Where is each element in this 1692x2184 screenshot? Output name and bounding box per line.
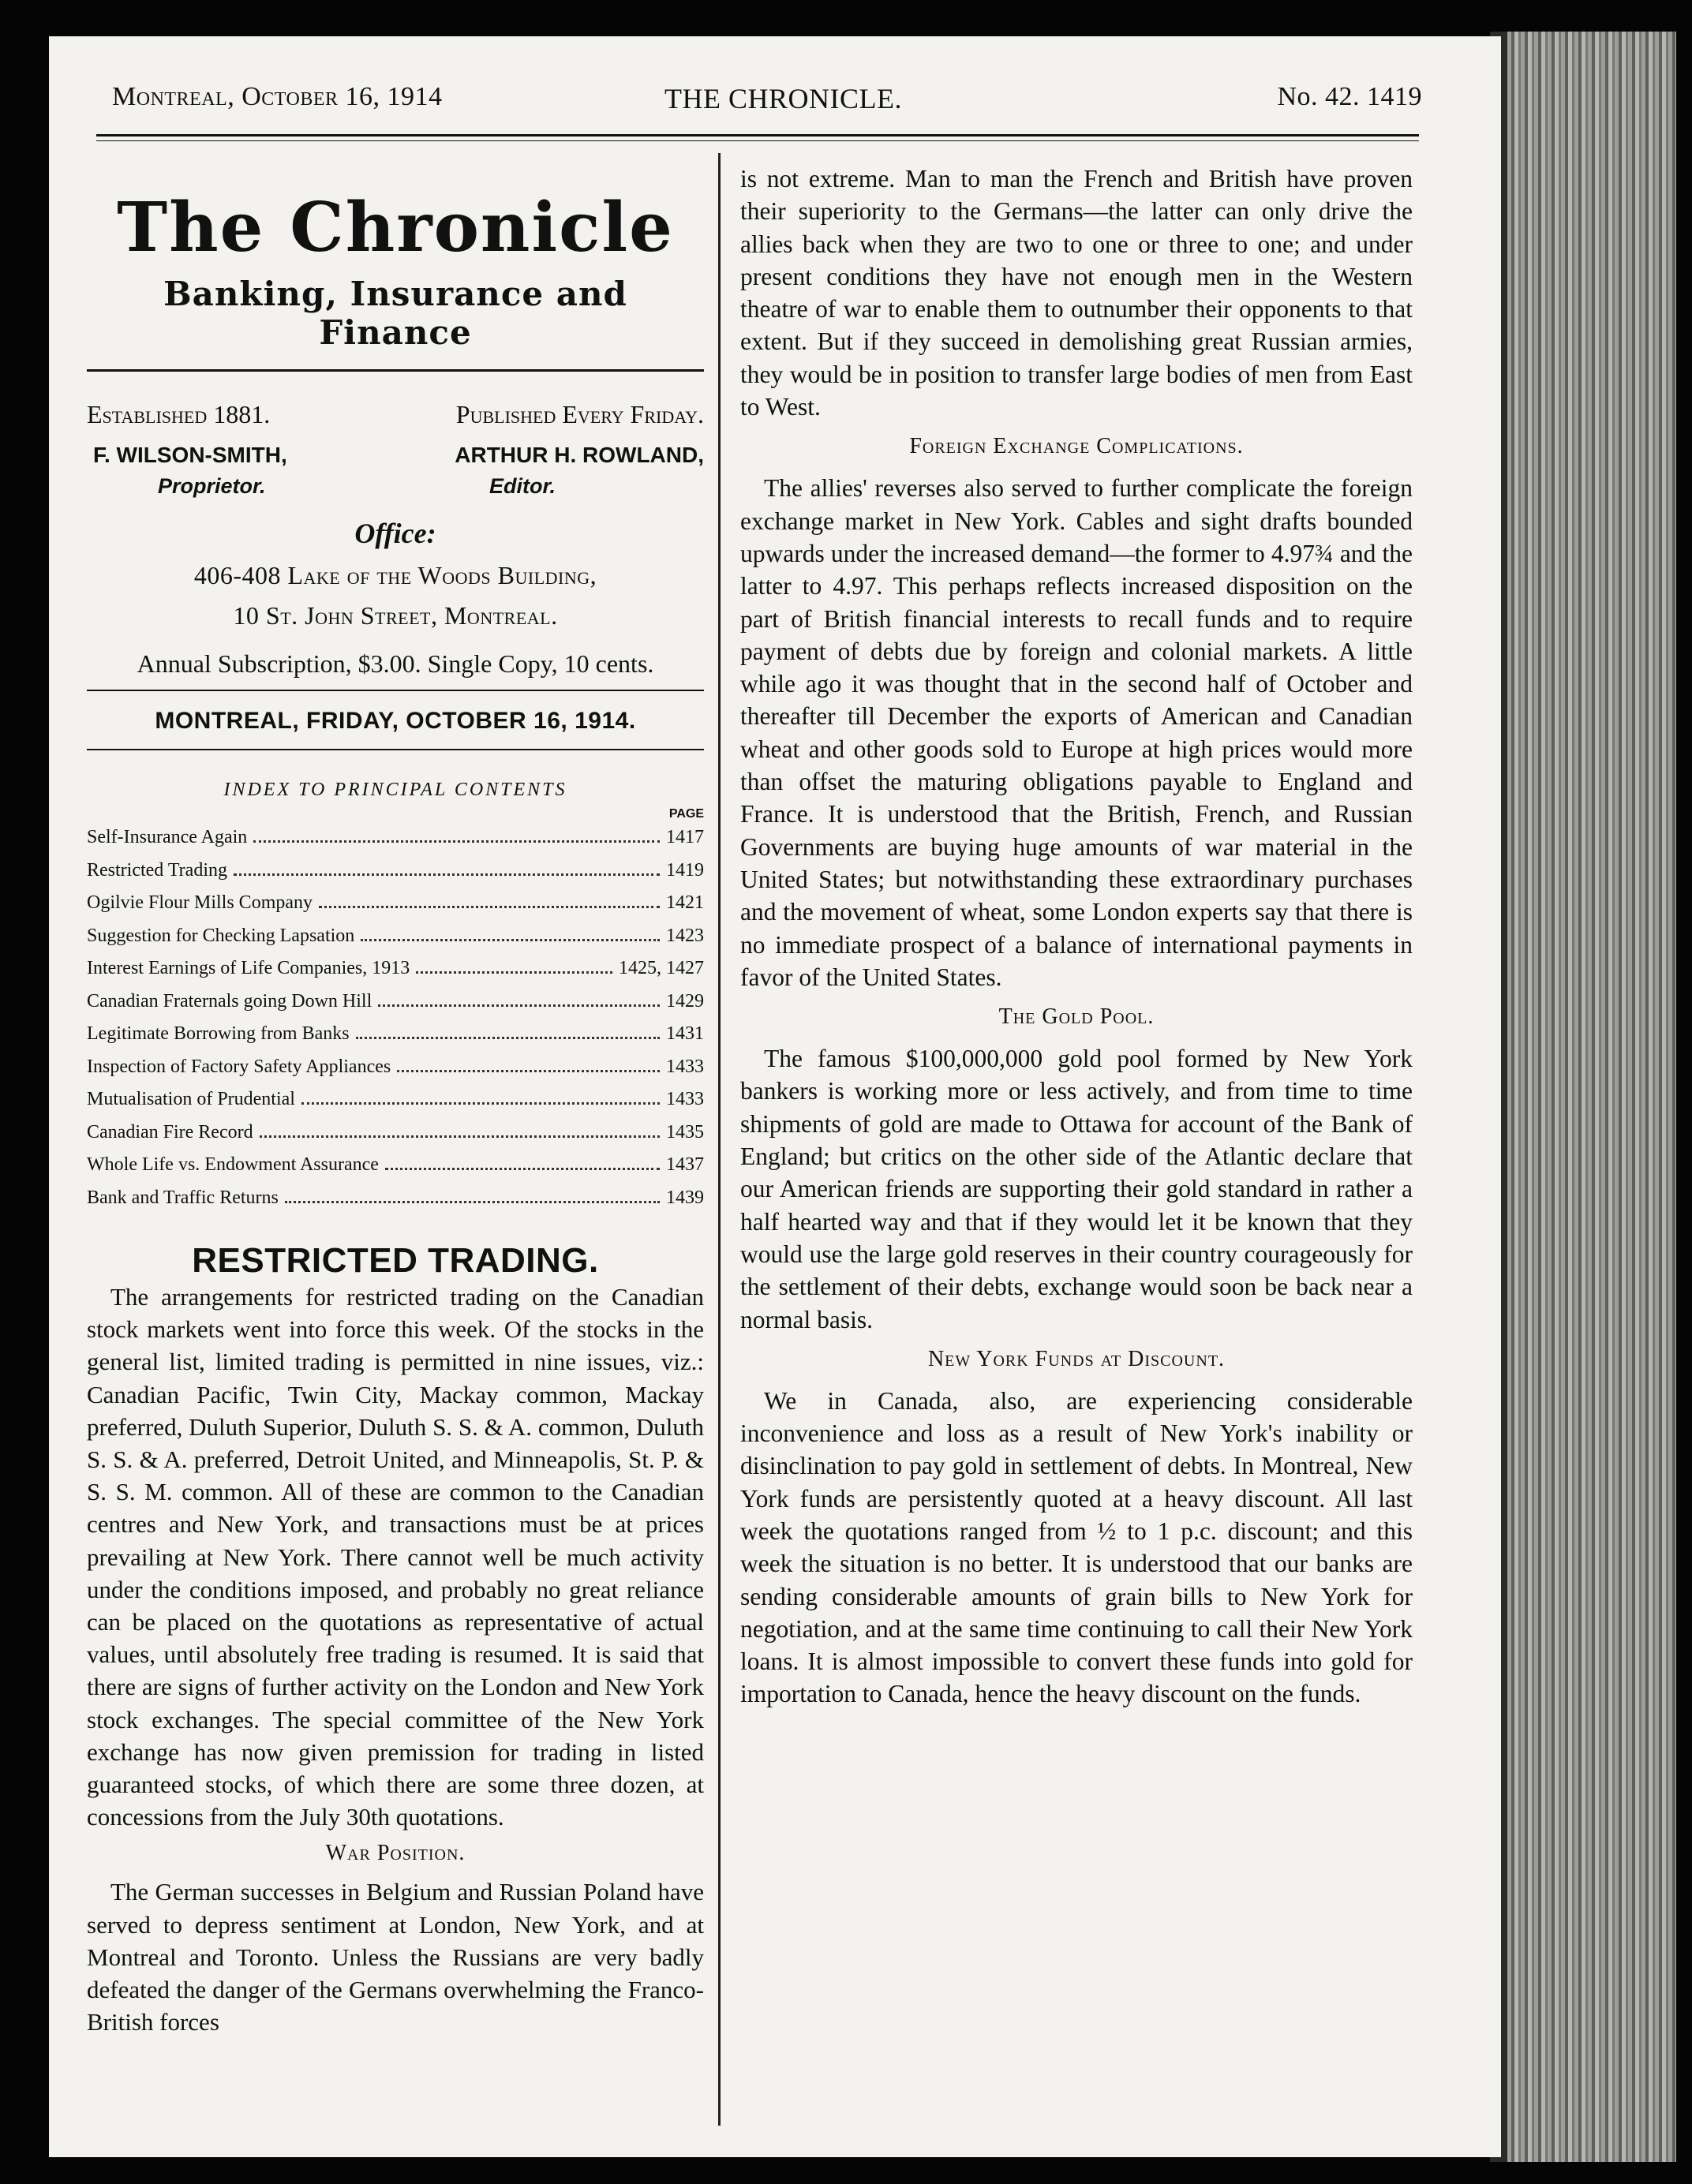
running-head-issue-page: No. 42. 1419: [1277, 82, 1422, 111]
dateline-rule-bottom: [87, 749, 704, 753]
masthead-subtitle: Banking, Insurance and Finance: [163, 275, 627, 352]
article-paragraph: The German successes in Belgium and Russian Poland have served to depress sentiment at London, New York, and at Montreal and Toronto. Unless the Russians are very badly defeated the danger of the Germans overwhelming the Franco-British forces: [87, 1878, 704, 2036]
index-item-page: 1421: [666, 892, 704, 913]
right-column: [740, 163, 1413, 1711]
index-item[interactable]: [87, 952, 704, 985]
leader-dots: [253, 840, 660, 843]
index-item-page: 1435: [666, 1121, 704, 1142]
index-item[interactable]: [87, 920, 704, 953]
index-item-title: Inspection of Factory Safety Appliances: [87, 1056, 391, 1077]
running-head-date: Montreal, October 16, 1914: [112, 82, 443, 111]
index-item-page: 1423: [666, 925, 704, 946]
index-item-title: Legitimate Borrowing from Banks: [87, 1023, 350, 1044]
staff-roles: [87, 474, 704, 506]
running-head-title: THE CHRONICLE.: [664, 83, 902, 114]
index-item-page: 1433: [666, 1056, 704, 1077]
index-item-page: 1439: [666, 1187, 704, 1208]
masthead-rule: [87, 369, 704, 375]
leader-dots: [234, 873, 660, 876]
index-item-title: Ogilvie Flour Mills Company: [87, 892, 313, 913]
leader-dots: [260, 1135, 660, 1138]
newspaper-page: [49, 36, 1501, 2157]
leader-dots: [356, 1037, 660, 1039]
article-title: RESTRICTED TRADING.: [192, 1241, 599, 1280]
index-item-title: Canadian Fire Record: [87, 1121, 253, 1142]
leader-dots: [378, 1004, 660, 1007]
index-item-title: Self-Insurance Again: [87, 827, 248, 847]
index-item-page: 1437: [666, 1154, 704, 1175]
running-head: [112, 82, 1422, 129]
staff-names: [87, 443, 704, 474]
office-label: Office:: [354, 518, 436, 549]
index-item[interactable]: [87, 821, 704, 855]
column-rule: [718, 153, 721, 2126]
publication-info: [87, 400, 704, 438]
editor-name: ARTHUR H. ROWLAND,: [455, 443, 704, 467]
article-paragraph: The arrangements for restricted trading on the Canadian stock markets went into force this week. Of the stocks in the general list, limited trading is permitted in nine issues, viz.: Canadian Pacific, Twin City, Mackay common, Mackay preferred, Duluth Superior, Duluth S. S. & A. common, Duluth S. S. & A. preferred, Detroit United, and Minneapolis, St. P. & S. S. M. common. All of these are common to the Canadian centres and New York, and transactions must be at prices prevailing at New York. There cannot well be much activity under the conditions imposed, and probably no great reliance can be placed on the quotations as representative of actual values, until absolutely free trading is resumed. It is said that there are signs of further activity on the London and New York stock exchanges. The special committee of the New York exchange has now given premission for trading in listed guaranteed stocks, of which there are some three dozen, at concessions from the July 30th quotations.: [87, 1283, 704, 1831]
leader-dots: [319, 906, 660, 908]
index-item-page: 1429: [666, 990, 704, 1012]
index-item-title: Suggestion for Checking Lapsation: [87, 925, 355, 946]
leader-dots: [416, 971, 612, 974]
index-item-title: Canadian Fraternals going Down Hill: [87, 990, 372, 1012]
index-item-page: 1417: [666, 827, 704, 847]
index-item[interactable]: [87, 1149, 704, 1182]
header-rule: [96, 134, 1419, 141]
leader-dots: [361, 939, 660, 941]
address-line-2: 10 St. John Street, Montreal.: [233, 601, 558, 630]
section-heading: Foreign Exchange Complications.: [909, 434, 1244, 459]
index-item[interactable]: [87, 1083, 704, 1116]
index-item-title: Bank and Traffic Returns: [87, 1187, 279, 1208]
subscription-info: Annual Subscription, $3.00. Single Copy, 10 cents.: [137, 649, 654, 678]
leader-dots: [385, 1168, 660, 1170]
index-item[interactable]: [87, 855, 704, 888]
dateline-rule-top: [87, 690, 704, 694]
established-year: Established 1881.: [87, 400, 271, 428]
publication-frequency: Published Every Friday.: [455, 400, 704, 428]
index-item-title: Whole Life vs. Endowment Assurance: [87, 1154, 379, 1175]
index-item-page: 1433: [666, 1089, 704, 1109]
book-page-edges: [1507, 32, 1676, 2162]
index-item[interactable]: [87, 1018, 704, 1051]
index-heading: INDEX TO PRINCIPAL CONTENTS: [223, 780, 567, 800]
index-page-label: PAGE: [668, 807, 704, 821]
leader-dots: [285, 1201, 660, 1203]
section-heading: The Gold Pool.: [998, 1004, 1155, 1030]
index-item[interactable]: [87, 1116, 704, 1150]
leader-dots: [301, 1102, 660, 1105]
masthead-title: The Chronicle: [117, 188, 674, 267]
section-heading: New York Funds at Discount.: [927, 1346, 1226, 1371]
editor-role: Editor.: [489, 474, 556, 498]
index-item[interactable]: [87, 1182, 704, 1215]
proprietor-role: Proprietor.: [158, 474, 266, 498]
index-list: [87, 821, 704, 1214]
article-paragraph: The famous $100,000,000 gold pool formed by New York bankers is working more or less actively, and from time to time shipments of gold are made to Ottawa for account of the Bank of England; but critics on the other side of the Atlantic declare that our American friends are supporting their gold standard in rather a half hearted way and that if they would let it be known that they would use the large gold reserves in their country courageously for the settlement of their debts, exchange would soon be back near a normal basis.: [740, 1045, 1413, 1333]
proprietor-name: F. WILSON-SMITH,: [93, 443, 287, 467]
index-item-title: Interest Earnings of Life Companies, 1913: [87, 958, 410, 978]
index-item-page: 1425, 1427: [619, 958, 704, 978]
dateline: MONTREAL, FRIDAY, OCTOBER 16, 1914.: [155, 708, 636, 734]
index-item-page: 1419: [666, 859, 704, 881]
index-item[interactable]: [87, 1051, 704, 1084]
index-item-page: 1431: [666, 1023, 704, 1044]
index-item[interactable]: [87, 887, 704, 920]
index-item-title: Restricted Trading: [87, 859, 227, 881]
article-paragraph: We in Canada, also, are experiencing considerable inconvenience and loss as a result of New York's inability or disinclination to pay gold in settlement of debts. In Montreal, New York funds are persistently quoted at a heavy discount. All last week the quotations ranged from ½ to 1 p.c. discount; and this week the situation is no better. It is understood that our banks are sending considerable amounts of grain bills to New York for negotiation, and at the same time continuing to call their New York loans. It is almost impossible to convert these funds into gold for importation to Canada, hence the heavy discount on the funds.: [740, 1386, 1413, 1708]
index-item[interactable]: [87, 985, 704, 1019]
index-item-title: Mutualisation of Prudential: [87, 1089, 295, 1109]
leader-dots: [397, 1070, 660, 1072]
address-line-1: 406-408 Lake of the Woods Building,: [193, 561, 597, 589]
left-column: [87, 155, 704, 2038]
article-paragraph: The allies' reverses also served to further complicate the foreign exchange market in New York. Cables and sight drafts bounded upwards under the increased demand—the former to 4.97¾ and the latter to 4.97. This perhaps reflects increased disposition on the part of British financial interests to recall funds and to require payment of debts due by foreign and colonial markets. A little while ago it was thought that in the second half of October and thereafter till December the exports of American and Canadian wheat and other goods sold to Europe at high prices would more than offset the maturing obligations payable to England and France. It is understood that the British, French, and Russian Governments are buying huge amounts of war material in the United States; but notwithstanding these extraordinary purchases and the movement of wheat, some London experts say that there is no immediate prospect of a balance of international payments in favor of the United States.: [740, 474, 1413, 991]
article-paragraph-continued: is not extreme. Man to man the French and British have proven their superiority to the Germans—the latter can only drive the allies back when they are two to one or three to one; and under present conditions they have not enough men in the Western theatre of war to enable them to outnumber their opponents to that extent. But if they succeed in demolishing great Russian armies, they would be in position to transfer large bodies of men from East to West.: [740, 165, 1413, 421]
section-heading: War Position.: [325, 1841, 466, 1866]
